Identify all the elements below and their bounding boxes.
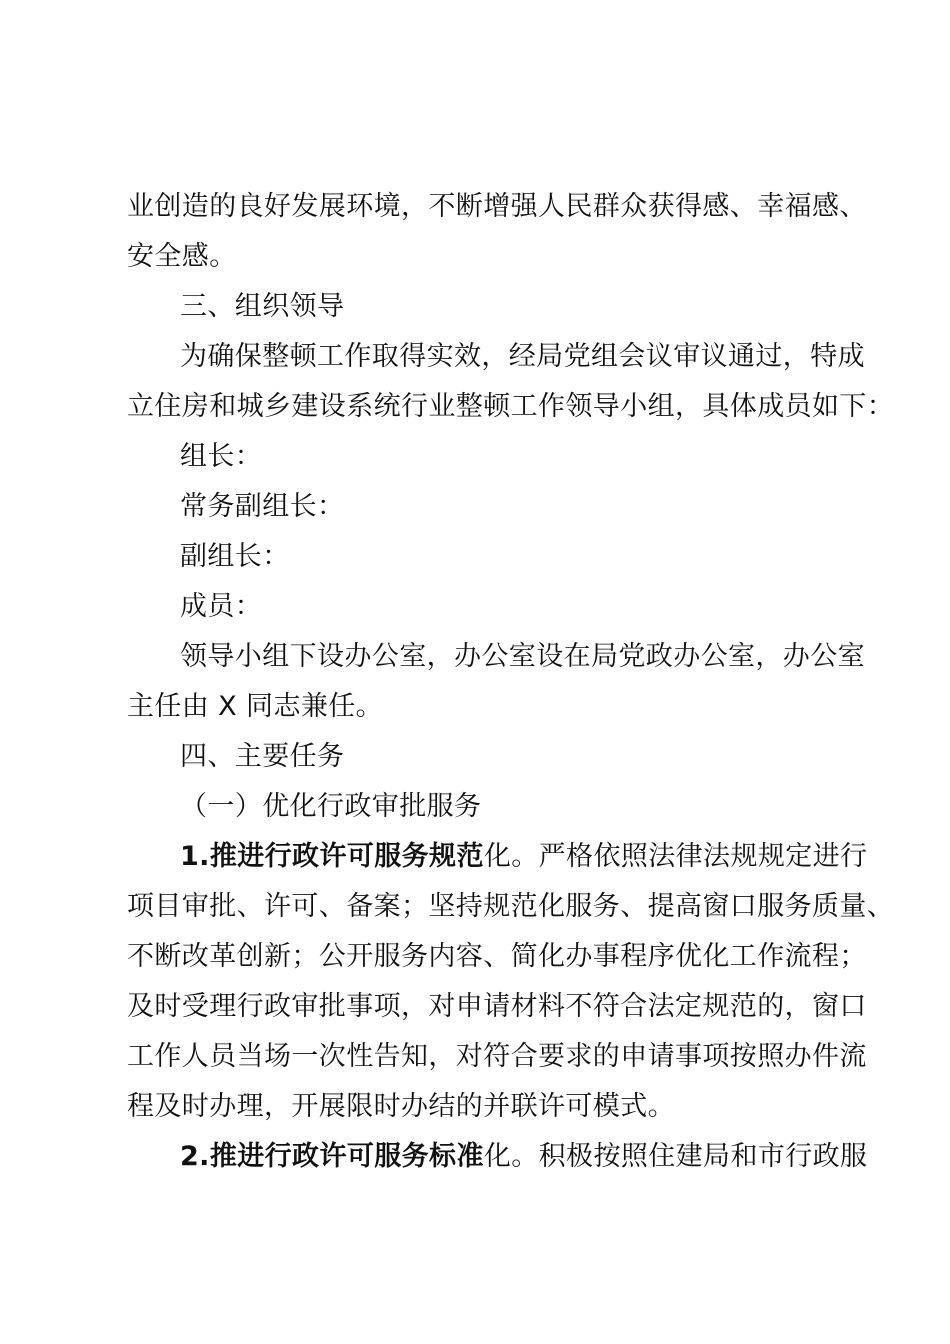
item-1-title: 1.推进行政许可服务规范 [180,841,484,872]
paragraph-line [180,1139,867,1175]
paragraph-line: 不断改革创新；公开服务内容、简化办事程序优化工作流程； [127,941,867,972]
item-1-text: 化。严格依照法律法规规定进行 [483,841,868,872]
paragraph-line [180,839,867,875]
member-role-deputy: 副组长： [180,541,290,572]
paragraph-line: 工作人员当场一次性告知，对符合要求的申请事项按照办件流 [127,1041,867,1072]
paragraph-line: 及时受理行政审批事项，对申请材料不符合法定规范的，窗口 [127,991,867,1022]
paragraph-line: 主任由 X 同志兼任。 [127,691,384,722]
paragraph-line: 领导小组下设办公室，办公室设在局党政办公室，办公室 [180,641,865,672]
member-role-executive-deputy: 常务副组长： [180,491,345,522]
item-2-title: 2.推进行政许可服务标准 [180,1141,484,1172]
section-heading-organization: 三、组织领导 [180,291,345,322]
item-2-text: 化。积极按照住建局和市行政服 [483,1141,868,1172]
paragraph-line: 安全感。 [127,241,237,272]
paragraph-line: 程及时办理，开展限时办结的并联许可模式。 [127,1091,675,1122]
member-role-members: 成员： [180,591,263,622]
paragraph-line: 业创造的良好发展环境，不断增强人民群众获得感、幸福感、 [127,191,867,222]
paragraph-line: 为确保整顿工作取得实效，经局党组会议审议通过，特成 [180,341,865,372]
subsection-heading: （一）优化行政审批服务 [180,791,482,822]
member-role-leader: 组长： [180,441,263,472]
section-heading-main-tasks: 四、主要任务 [180,741,345,772]
paragraph-line: 项目审批、许可、备案；坚持规范化服务、提高窗口服务质量、 [127,891,895,922]
paragraph-line: 立住房和城乡建设系统行业整顿工作领导小组，具体成员如下： [127,391,895,422]
